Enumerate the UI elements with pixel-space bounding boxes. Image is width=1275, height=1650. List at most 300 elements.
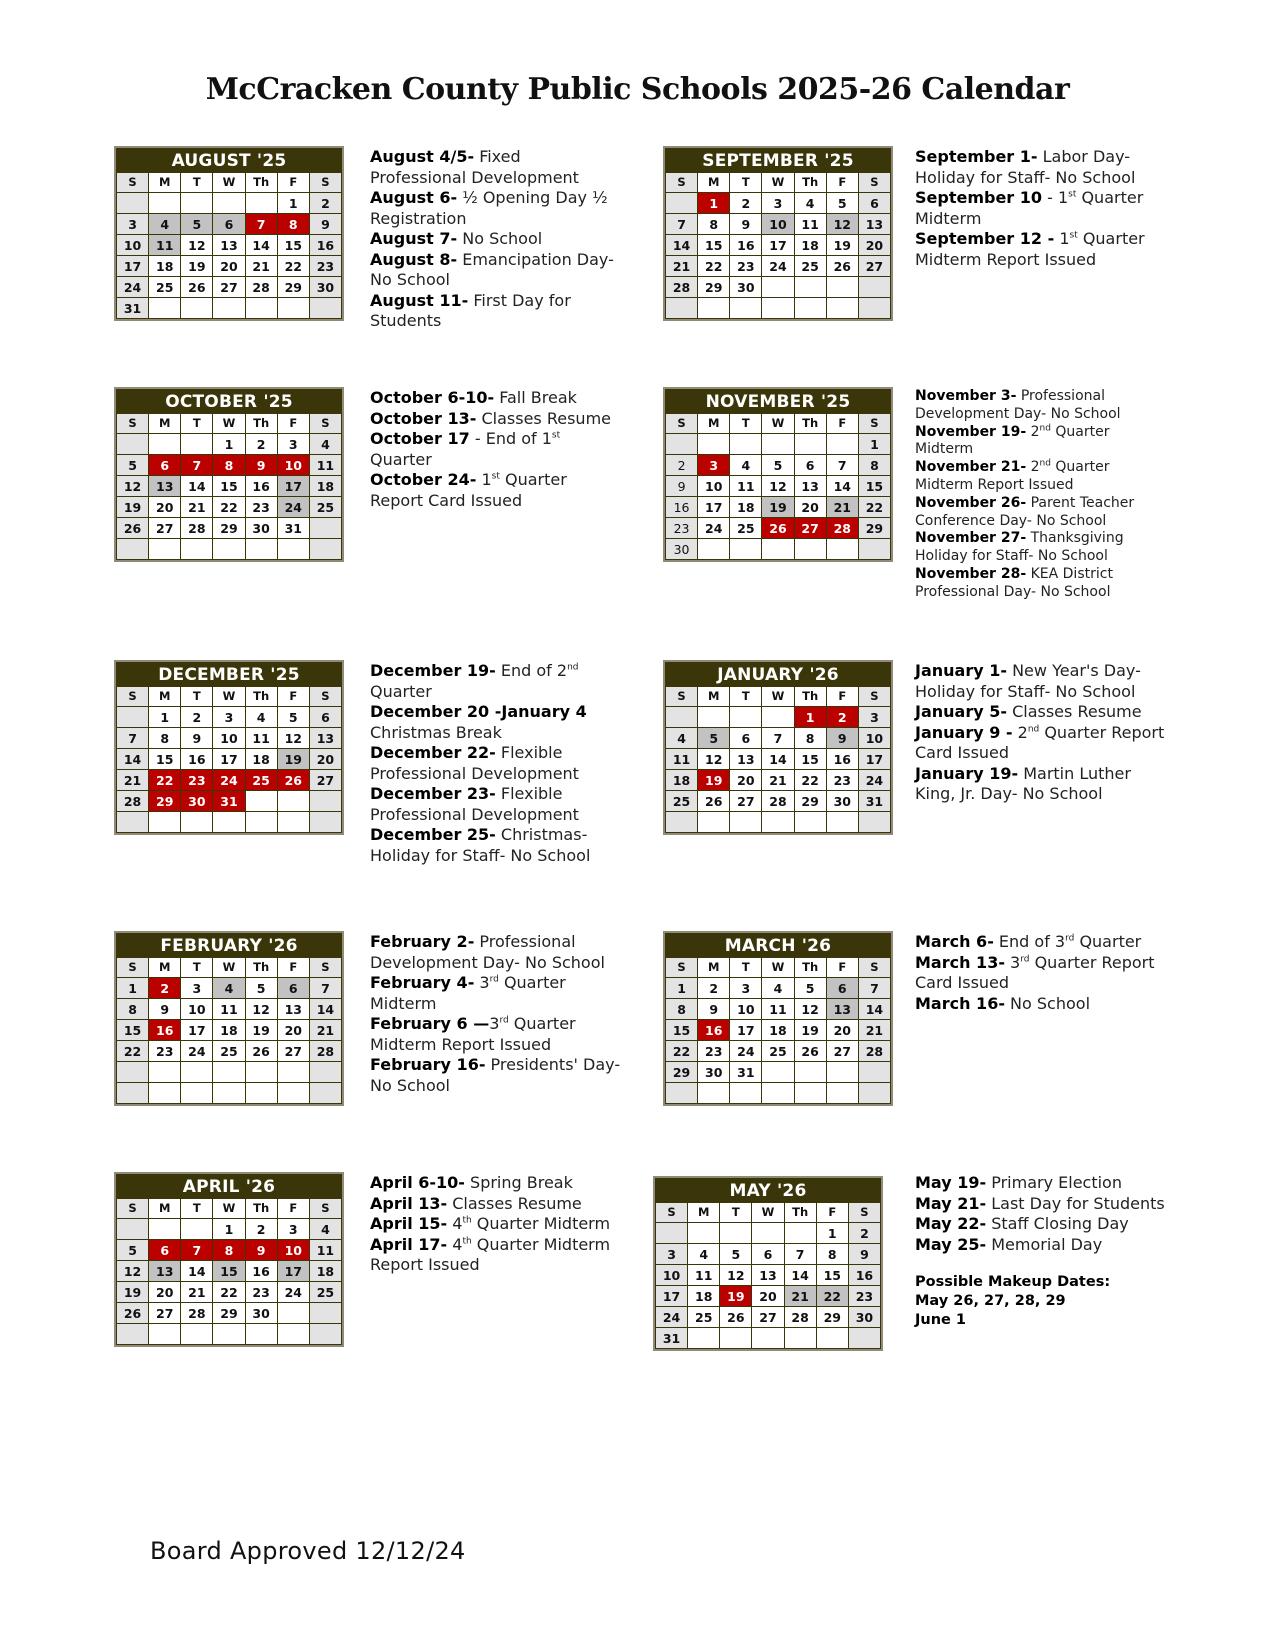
- day-cell: 26: [245, 1041, 277, 1062]
- note-date: August 7-: [370, 229, 458, 248]
- empty-cell: [245, 1062, 277, 1083]
- note-date: November 21-: [915, 459, 1027, 476]
- day-cell: 10: [213, 728, 245, 749]
- makeup-date-1: May 26, 27, 28, 29: [915, 1293, 1066, 1309]
- month-header: NOVEMBER '25: [665, 389, 891, 413]
- day-cell: 4: [309, 1219, 341, 1240]
- empty-cell: [181, 1083, 213, 1104]
- day-cell: 27: [277, 1041, 309, 1062]
- day-cell: 26: [181, 277, 213, 298]
- day-cell: 3: [698, 455, 730, 476]
- day-cell: 16: [181, 749, 213, 770]
- day-cell: 28: [858, 1041, 890, 1062]
- note-text: 2nd Quarter Report Card Issued: [915, 722, 1165, 762]
- weekday-header: M: [688, 1203, 720, 1223]
- day-cell: 8: [794, 728, 826, 749]
- note-text: Spring Break: [464, 1173, 573, 1192]
- empty-cell: [117, 1083, 149, 1104]
- day-cell: 6: [309, 707, 341, 728]
- day-cell: 6: [149, 1240, 181, 1261]
- weekday-header: Th: [794, 687, 826, 707]
- day-cell: 1: [117, 978, 149, 999]
- day-cell: 25: [688, 1307, 720, 1328]
- day-cell: 27: [149, 1303, 181, 1324]
- empty-cell: [245, 791, 277, 812]
- day-cell: 19: [794, 1020, 826, 1041]
- month-header: OCTOBER '25: [116, 389, 342, 413]
- empty-cell: [213, 298, 245, 319]
- empty-cell: [666, 1083, 698, 1104]
- day-cell: 4: [213, 978, 245, 999]
- day-cell: 5: [117, 455, 149, 476]
- note-text: Christmas Break: [370, 722, 502, 742]
- note-date: May 25-: [915, 1234, 987, 1254]
- day-cell: 5: [794, 978, 826, 999]
- day-cell: 6: [826, 978, 858, 999]
- empty-cell: [245, 812, 277, 833]
- calendar-note: [370, 973, 625, 1014]
- day-cell: 7: [245, 214, 277, 235]
- day-cell: 2: [245, 1219, 277, 1240]
- day-cell: 22: [213, 1282, 245, 1303]
- weekday-header: T: [730, 958, 762, 978]
- note-date: February 4-: [370, 973, 475, 992]
- notes-december: [370, 661, 620, 866]
- empty-cell: [762, 539, 794, 560]
- day-cell: 7: [826, 455, 858, 476]
- weekday-header: M: [698, 173, 730, 193]
- month-header: MAY '26: [655, 1178, 881, 1202]
- weekday-header: S: [858, 173, 890, 193]
- day-cell: 17: [277, 476, 309, 497]
- day-cell: 22: [858, 497, 890, 518]
- day-cell: 3: [762, 193, 794, 214]
- day-cell: 4: [762, 978, 794, 999]
- empty-cell: [848, 1328, 880, 1349]
- note-date: December 20 -January 4: [370, 702, 587, 721]
- empty-cell: [858, 1083, 890, 1104]
- note-date: March 6-: [915, 932, 994, 951]
- calendar-note: [370, 1055, 625, 1096]
- empty-cell: [688, 1223, 720, 1244]
- calendar-october: [114, 387, 344, 562]
- empty-cell: [309, 812, 341, 833]
- weekday-header: W: [762, 414, 794, 434]
- day-cell: 15: [277, 235, 309, 256]
- day-cell: 29: [666, 1062, 698, 1083]
- day-cell: 14: [666, 235, 698, 256]
- weekday-header: Th: [245, 958, 277, 978]
- calendar-note: [370, 229, 620, 250]
- calendar-note: [370, 932, 625, 973]
- day-cell: 19: [117, 1282, 149, 1303]
- day-cell: 27: [826, 1041, 858, 1062]
- note-text: Last Day for Students: [986, 1193, 1165, 1213]
- day-cell: 30: [698, 1062, 730, 1083]
- empty-cell: [858, 539, 890, 560]
- weekday-header: Th: [784, 1203, 816, 1223]
- weekday-header: S: [309, 958, 341, 978]
- note-text: Thanksgiving Holiday for Staff- No School: [915, 530, 1124, 565]
- calendar-note: [370, 1014, 625, 1055]
- empty-cell: [117, 812, 149, 833]
- day-cell: 17: [277, 1261, 309, 1282]
- note-text: Professional Development Day- No School: [915, 388, 1121, 422]
- empty-cell: [816, 1328, 848, 1349]
- note-text: No School: [1004, 993, 1091, 1013]
- weekday-header: M: [698, 414, 730, 434]
- note-text: Fall Break: [494, 388, 577, 407]
- day-cell: 1: [816, 1223, 848, 1244]
- day-cell: 21: [245, 256, 277, 277]
- day-cell: 2: [245, 434, 277, 455]
- day-cell: 2: [698, 978, 730, 999]
- weekday-header: M: [698, 958, 730, 978]
- day-cell: 14: [826, 476, 858, 497]
- empty-cell: [277, 1303, 309, 1324]
- day-cell: 2: [826, 707, 858, 728]
- weekday-header: S: [858, 958, 890, 978]
- day-cell: 19: [762, 497, 794, 518]
- weekday-header: Th: [794, 414, 826, 434]
- empty-cell: [181, 1062, 213, 1083]
- day-cell: 3: [181, 978, 213, 999]
- note-date: January 19-: [915, 763, 1019, 783]
- day-cell: 30: [245, 518, 277, 539]
- day-cell: 19: [181, 256, 213, 277]
- weekday-header: T: [181, 414, 213, 434]
- day-cell: 21: [309, 1020, 341, 1041]
- note-text: New Year's Day- Holiday for Staff- No School: [915, 661, 1141, 701]
- day-cell: 30: [826, 791, 858, 812]
- calendar-note: [370, 250, 620, 291]
- empty-cell: [245, 193, 277, 214]
- day-cell: 11: [762, 999, 794, 1020]
- day-cell: 8: [117, 999, 149, 1020]
- calendar-note: [915, 388, 1170, 424]
- day-cell: 14: [309, 999, 341, 1020]
- note-date: March 13-: [915, 952, 1005, 972]
- note-date: September 10: [915, 188, 1043, 207]
- day-cell: 31: [730, 1062, 762, 1083]
- day-cell: 31: [117, 298, 149, 319]
- month-header: SEPTEMBER '25: [665, 148, 891, 172]
- day-cell: 5: [698, 728, 730, 749]
- weekday-header: S: [666, 173, 698, 193]
- day-cell: 4: [688, 1244, 720, 1265]
- weekday-header: S: [858, 414, 890, 434]
- empty-cell: [698, 707, 730, 728]
- empty-cell: [752, 1223, 784, 1244]
- day-cell: 18: [666, 770, 698, 791]
- empty-cell: [858, 1062, 890, 1083]
- day-cell: 25: [245, 770, 277, 791]
- note-date: September 1-: [915, 147, 1038, 166]
- day-cell: 31: [656, 1328, 688, 1349]
- day-cell: 17: [656, 1286, 688, 1307]
- day-cell: 1: [149, 707, 181, 728]
- day-cell: 18: [213, 1020, 245, 1041]
- day-cell: 23: [698, 1041, 730, 1062]
- empty-cell: [730, 1083, 762, 1104]
- calendar-note: [370, 388, 620, 409]
- note-date: November 3-: [915, 388, 1017, 404]
- weekday-header: M: [149, 414, 181, 434]
- day-cell: 7: [666, 214, 698, 235]
- day-cell: 18: [309, 1261, 341, 1282]
- empty-cell: [698, 812, 730, 833]
- empty-cell: [826, 1062, 858, 1083]
- note-text: 3rd Quarter Midterm Report Issued: [370, 1014, 576, 1054]
- day-cell: 9: [245, 1240, 277, 1261]
- calendar-september: [663, 146, 893, 321]
- day-cell: 3: [858, 707, 890, 728]
- day-cell: 16: [245, 1261, 277, 1282]
- empty-cell: [181, 434, 213, 455]
- empty-cell: [762, 277, 794, 298]
- day-cell: 8: [858, 455, 890, 476]
- note-text: Presidents' Day- No School: [370, 1055, 621, 1095]
- calendar-note: [915, 702, 1165, 723]
- day-cell: 9: [666, 476, 698, 497]
- weekday-header: F: [826, 173, 858, 193]
- note-text: - End of 1st Quarter: [370, 429, 561, 469]
- empty-cell: [666, 434, 698, 455]
- empty-cell: [309, 1062, 341, 1083]
- weekday-header: W: [752, 1203, 784, 1223]
- note-text: Parent Teacher Conference Day- No School: [915, 494, 1135, 529]
- day-cell: 8: [213, 1240, 245, 1261]
- calendar-december: [114, 660, 344, 835]
- day-cell: 16: [698, 1020, 730, 1041]
- calendar-may: [653, 1176, 883, 1351]
- weekday-header: T: [720, 1203, 752, 1223]
- weekday-header: F: [277, 414, 309, 434]
- day-cell: 30: [666, 539, 698, 560]
- day-cell: 30: [848, 1307, 880, 1328]
- day-cell: 16: [309, 235, 341, 256]
- day-cell: 27: [149, 518, 181, 539]
- day-cell: 7: [858, 978, 890, 999]
- empty-cell: [149, 1083, 181, 1104]
- note-date: November 28-: [915, 565, 1027, 582]
- day-cell: 10: [656, 1265, 688, 1286]
- day-cell: 12: [181, 235, 213, 256]
- day-cell: 6: [149, 455, 181, 476]
- calendar-note: [370, 409, 620, 430]
- note-date: April 15-: [370, 1214, 448, 1233]
- weekday-header: S: [309, 173, 341, 193]
- calendar-note: [915, 530, 1170, 566]
- empty-cell: [826, 812, 858, 833]
- day-cell: 25: [309, 497, 341, 518]
- weekday-header: F: [277, 958, 309, 978]
- empty-cell: [309, 539, 341, 560]
- day-cell: 25: [213, 1041, 245, 1062]
- weekday-header: S: [666, 687, 698, 707]
- day-cell: 22: [117, 1041, 149, 1062]
- day-cell: 13: [213, 235, 245, 256]
- weekday-header: S: [309, 414, 341, 434]
- empty-cell: [666, 812, 698, 833]
- day-cell: 23: [848, 1286, 880, 1307]
- makeup-dates: [915, 1273, 1165, 1330]
- day-cell: 1: [213, 1219, 245, 1240]
- empty-cell: [794, 298, 826, 319]
- weekday-header: W: [213, 1199, 245, 1219]
- note-date: March 16-: [915, 993, 1005, 1013]
- day-cell: 29: [277, 277, 309, 298]
- day-cell: 28: [666, 277, 698, 298]
- day-cell: 3: [730, 978, 762, 999]
- day-cell: 23: [181, 770, 213, 791]
- day-cell: 12: [698, 749, 730, 770]
- calendar-note: [915, 566, 1170, 602]
- day-cell: 15: [858, 476, 890, 497]
- day-cell: 25: [794, 256, 826, 277]
- weekday-header: S: [309, 1199, 341, 1219]
- day-cell: 28: [181, 1303, 213, 1324]
- calendar-note: [915, 424, 1170, 460]
- day-cell: 23: [309, 256, 341, 277]
- day-cell: 24: [277, 1282, 309, 1303]
- day-cell: 12: [117, 1261, 149, 1282]
- day-cell: 17: [181, 1020, 213, 1041]
- calendar-april: [114, 1172, 344, 1347]
- weekday-header: T: [730, 687, 762, 707]
- day-cell: 9: [245, 455, 277, 476]
- empty-cell: [858, 298, 890, 319]
- day-cell: 24: [656, 1307, 688, 1328]
- calendar-note: [370, 291, 620, 332]
- day-cell: 29: [213, 518, 245, 539]
- note-date: January 5-: [915, 702, 1007, 721]
- note-text: 4th Quarter Midterm Report Issued: [370, 1234, 611, 1274]
- weekday-header: T: [181, 1199, 213, 1219]
- day-cell: 15: [666, 1020, 698, 1041]
- day-cell: 30: [181, 791, 213, 812]
- empty-cell: [309, 1083, 341, 1104]
- day-cell: 8: [213, 455, 245, 476]
- day-cell: 26: [698, 791, 730, 812]
- note-text: Memorial Day: [986, 1234, 1103, 1254]
- empty-cell: [117, 1062, 149, 1083]
- day-cell: 19: [245, 1020, 277, 1041]
- day-cell: 29: [149, 791, 181, 812]
- day-cell: 13: [277, 999, 309, 1020]
- day-cell: 6: [752, 1244, 784, 1265]
- day-cell: 4: [730, 455, 762, 476]
- empty-cell: [826, 298, 858, 319]
- day-cell: 5: [117, 1240, 149, 1261]
- notes-september: [915, 147, 1160, 270]
- day-cell: 12: [762, 476, 794, 497]
- day-cell: 20: [794, 497, 826, 518]
- note-text: 1st Quarter Midterm Report Issued: [915, 229, 1145, 269]
- empty-cell: [117, 434, 149, 455]
- day-cell: 9: [181, 728, 213, 749]
- note-text: End of 3rd Quarter: [993, 932, 1142, 951]
- month-header: AUGUST '25: [116, 148, 342, 172]
- day-cell: 27: [858, 256, 890, 277]
- empty-cell: [720, 1223, 752, 1244]
- day-cell: 17: [858, 749, 890, 770]
- weekday-header: Th: [794, 958, 826, 978]
- day-cell: 22: [277, 256, 309, 277]
- calendar-note: [915, 1235, 1170, 1256]
- empty-cell: [794, 812, 826, 833]
- empty-cell: [666, 193, 698, 214]
- day-cell: 6: [213, 214, 245, 235]
- note-date: January 1-: [915, 661, 1007, 680]
- month-header: MARCH '26: [665, 933, 891, 957]
- weekday-header: M: [149, 1199, 181, 1219]
- day-cell: 21: [858, 1020, 890, 1041]
- empty-cell: [213, 1083, 245, 1104]
- day-cell: 28: [826, 518, 858, 539]
- calendar-note: [370, 429, 620, 470]
- day-cell: 17: [698, 497, 730, 518]
- day-cell: 9: [698, 999, 730, 1020]
- calendar-note: [370, 147, 620, 188]
- day-cell: 27: [794, 518, 826, 539]
- day-cell: 17: [117, 256, 149, 277]
- day-cell: 22: [794, 770, 826, 791]
- weekday-header: Th: [245, 173, 277, 193]
- day-cell: 9: [149, 999, 181, 1020]
- empty-cell: [181, 539, 213, 560]
- day-cell: 5: [181, 214, 213, 235]
- day-cell: 20: [309, 749, 341, 770]
- day-cell: 26: [720, 1307, 752, 1328]
- empty-cell: [277, 791, 309, 812]
- day-cell: 19: [826, 235, 858, 256]
- day-cell: 22: [666, 1041, 698, 1062]
- day-cell: 30: [730, 277, 762, 298]
- empty-cell: [277, 539, 309, 560]
- empty-cell: [762, 1083, 794, 1104]
- day-cell: 20: [277, 1020, 309, 1041]
- day-cell: 21: [762, 770, 794, 791]
- day-cell: 27: [309, 770, 341, 791]
- calendar-note: [915, 764, 1165, 805]
- note-date: May 22-: [915, 1214, 987, 1233]
- day-cell: 17: [213, 749, 245, 770]
- day-cell: 19: [277, 749, 309, 770]
- day-cell: 21: [117, 770, 149, 791]
- empty-cell: [213, 1062, 245, 1083]
- day-cell: 11: [309, 455, 341, 476]
- empty-cell: [213, 812, 245, 833]
- empty-cell: [794, 277, 826, 298]
- day-cell: 27: [730, 791, 762, 812]
- weekday-header: F: [816, 1203, 848, 1223]
- calendar-note: [370, 661, 620, 702]
- day-cell: 13: [826, 999, 858, 1020]
- day-cell: 20: [149, 497, 181, 518]
- note-text: 3rd Quarter Midterm: [370, 973, 566, 1013]
- notes-february: [370, 932, 625, 1096]
- day-cell: 6: [730, 728, 762, 749]
- empty-cell: [181, 298, 213, 319]
- calendar-note: [370, 825, 620, 866]
- day-cell: 28: [181, 518, 213, 539]
- makeup-date-2: June 1: [915, 1312, 967, 1328]
- day-cell: 10: [698, 476, 730, 497]
- day-cell: 19: [698, 770, 730, 791]
- day-cell: 15: [149, 749, 181, 770]
- note-date: November 19-: [915, 423, 1027, 440]
